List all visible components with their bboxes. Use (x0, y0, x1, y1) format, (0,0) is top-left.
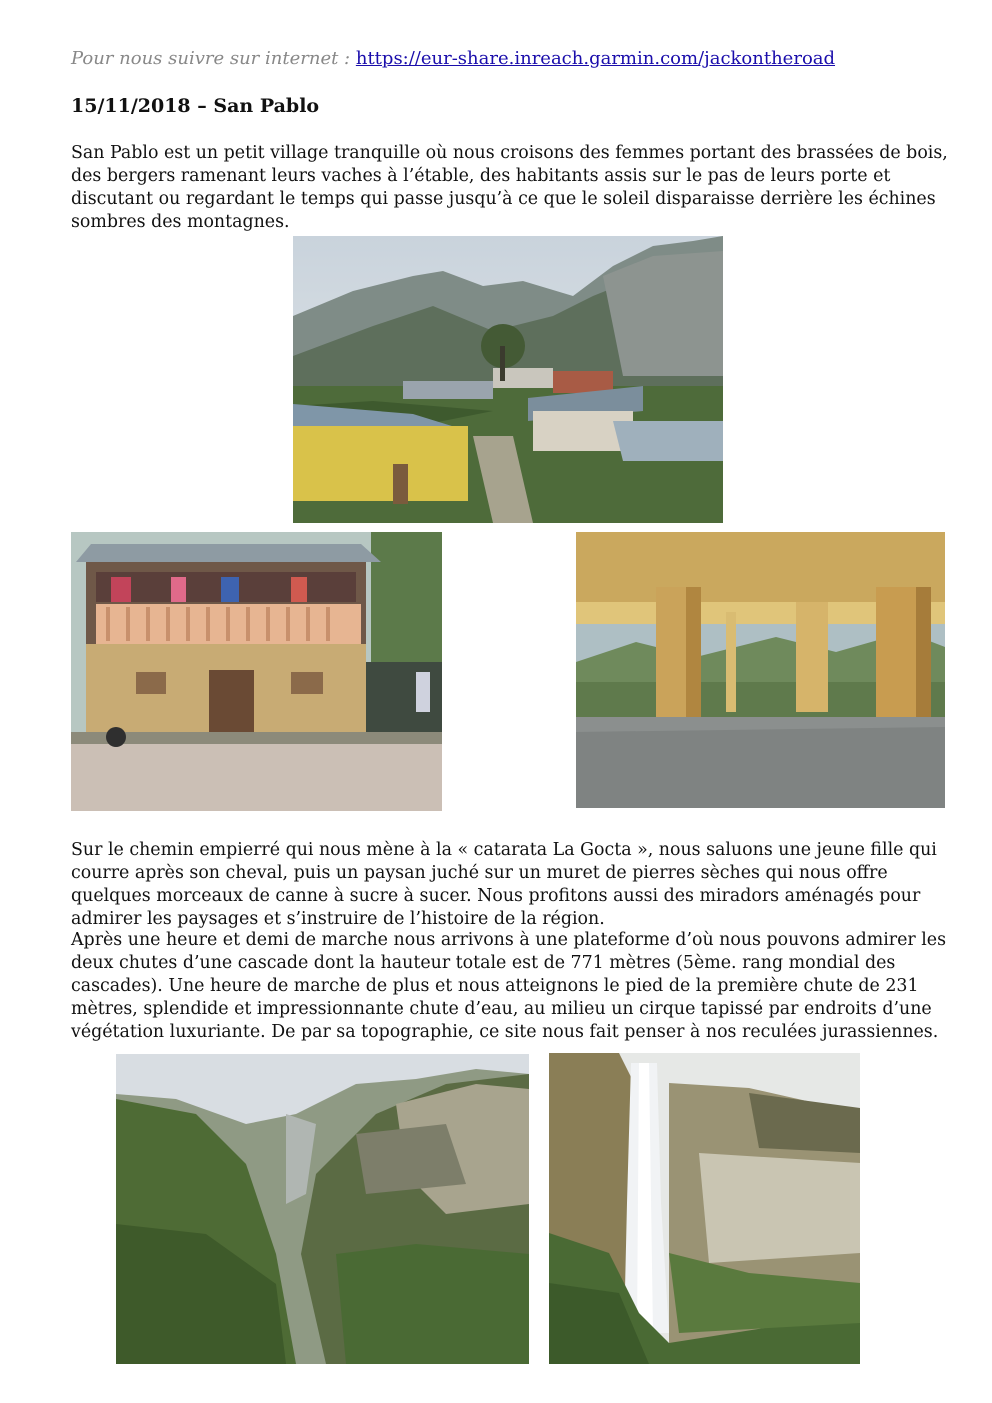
paragraph-village: San Pablo est un petit village tranquille où nous croisons des femmes portant des brassées de bois, des bergers ramenant leurs vaches à l’étable, des habitants assis sur le pas de leurs porte et discutant ou regardant le temps qui passe jusqu’à ce que le soleil disparaisse derrière les échines sombres des montagnes. (71, 143, 948, 232)
paragraph-path: Sur le chemin empierré qui nous mène à la « catarata La Gocta », nous saluons une jeune fille qui courre après son cheval, puis un paysan juché sur un muret de pierres sèches qui nous offre quelques morceaux de canne à sucre à sucer. Nous profitons aussi des miradors aménagés pour admirer les paysages et s’instruire de l’histoire de la région. (71, 840, 937, 929)
entry-title: 15/11/2018 – San Pablo (71, 95, 320, 117)
follow-label: Pour nous suivre sur internet : (71, 48, 351, 69)
tracking-link[interactable]: https://eur-share.inreach.garmin.com/jackontheroad (355, 48, 836, 69)
photo-waterfall (549, 1053, 860, 1364)
photo-house-balcony (71, 532, 442, 811)
photo-canyon (116, 1054, 529, 1364)
follow-line (71, 47, 835, 71)
photo-empty-hall (576, 532, 945, 808)
paragraph-waterfall: Après une heure et demi de marche nous arrivons à une plateforme d’où nous pouvons admirer les deux chutes d’une cascade dont la hauteur totale est de 771 mètres (5ème. rang mondial des cascades). Une heure de marche de plus et nous atteignons le pied de la première chute de 231 mètres, splendide et impressionnante chute d’eau, au milieu un cirque tapissé par endroits d’une végétation luxuriante. De par sa topographie, ce site nous fait penser à nos reculées jurassiennes. (71, 930, 947, 1042)
photo-village-mountains (293, 236, 723, 523)
